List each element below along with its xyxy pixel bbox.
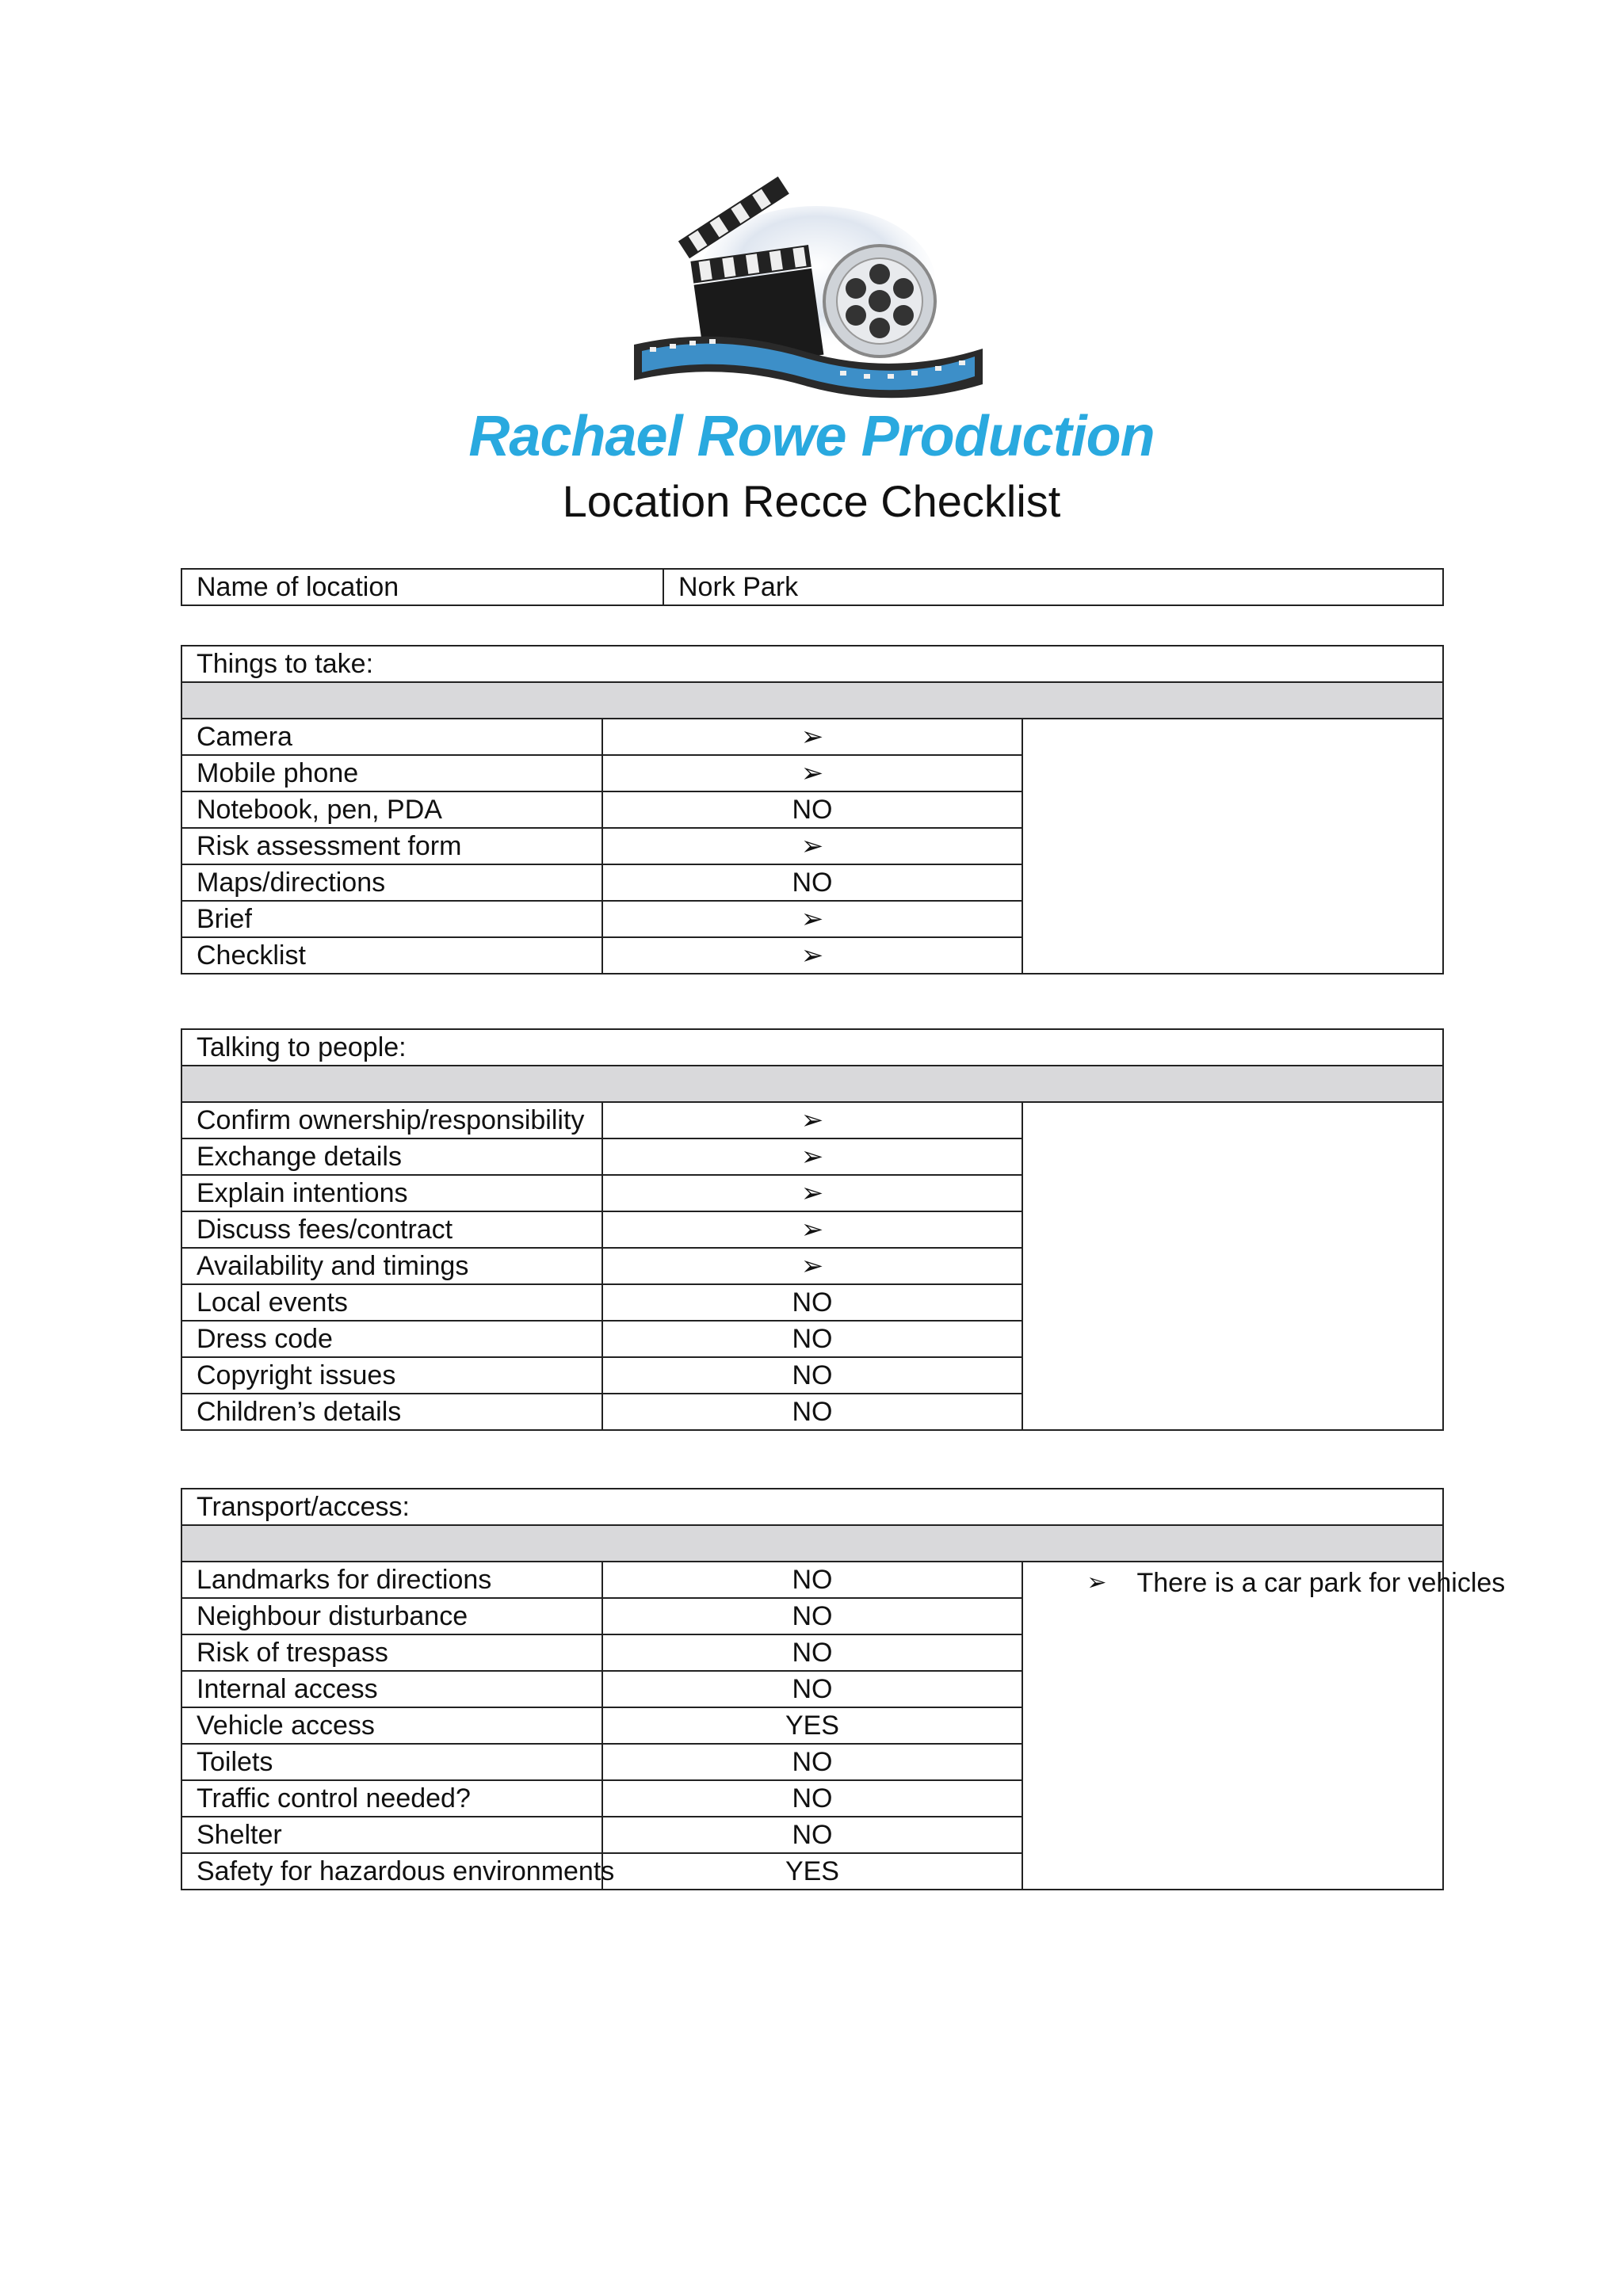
item-value: NO: [602, 1817, 1023, 1853]
arrow-bullet-icon: ➢: [1086, 1569, 1107, 1596]
item-label: Internal access: [181, 1671, 602, 1707]
item-value: ➢: [602, 719, 1023, 755]
item-value: ➢: [602, 755, 1023, 791]
item-value: NO: [602, 1634, 1023, 1671]
note-item: [1086, 1562, 1506, 1600]
item-label: Risk assessment form: [181, 828, 602, 864]
item-value: YES: [602, 1853, 1023, 1890]
table-row: [181, 719, 1443, 755]
item-label: Shelter: [181, 1817, 602, 1853]
item-value: NO: [602, 864, 1023, 901]
section-notes: [1022, 1562, 1506, 1890]
item-value: NO: [602, 1357, 1023, 1394]
section-talking-to-people: [181, 1028, 1444, 1431]
item-label: Traffic control needed?: [181, 1780, 602, 1817]
item-value: ➢: [602, 828, 1023, 864]
item-value: ➢: [602, 1175, 1023, 1211]
item-label: Discuss fees/contract: [181, 1211, 602, 1248]
logo: [0, 206, 1623, 475]
location-value: Nork Park: [663, 569, 1443, 605]
section-notes: [1022, 719, 1443, 974]
item-label: Notebook, pen, PDA: [181, 791, 602, 828]
item-label: Children’s details: [181, 1394, 602, 1430]
brand-name: Rachael Rowe Production: [468, 405, 1155, 468]
item-label: Toilets: [181, 1744, 602, 1780]
item-label: Dress code: [181, 1321, 602, 1357]
item-label: Vehicle access: [181, 1707, 602, 1744]
table-row: [181, 1102, 1443, 1138]
location-row: [181, 569, 1443, 605]
section-gray-band: [181, 682, 1443, 719]
item-value: NO: [602, 1744, 1023, 1780]
item-label: Availability and timings: [181, 1248, 602, 1284]
section-gray-band: [181, 1525, 1443, 1562]
item-value: ➢: [602, 901, 1023, 937]
item-label: Landmarks for directions: [181, 1562, 602, 1598]
section-heading: Transport/access:: [181, 1489, 1443, 1525]
table-row: [181, 1562, 1443, 1598]
item-label: Exchange details: [181, 1138, 602, 1175]
item-value: NO: [602, 1671, 1023, 1707]
item-label: Confirm ownership/responsibility: [181, 1102, 602, 1138]
film-clapper-reel-logo-icon: [634, 206, 983, 412]
item-label: Mobile phone: [181, 755, 602, 791]
item-value: NO: [602, 1284, 1023, 1321]
item-value: NO: [602, 1394, 1023, 1430]
item-value: ➢: [602, 937, 1023, 974]
item-value: NO: [602, 1321, 1023, 1357]
item-value: ➢: [602, 1138, 1023, 1175]
item-value: YES: [602, 1707, 1023, 1744]
item-value: NO: [602, 1780, 1023, 1817]
item-label: Safety for hazardous environments: [181, 1853, 602, 1890]
item-label: Checklist: [181, 937, 602, 974]
item-value: NO: [602, 1598, 1023, 1634]
note-text: There is a car park for vehicles: [1136, 1568, 1506, 1598]
item-value: NO: [602, 1562, 1023, 1598]
item-label: Copyright issues: [181, 1357, 602, 1394]
section-things-to-take: [181, 645, 1444, 974]
section-heading: Talking to people:: [181, 1029, 1443, 1066]
section-transport-access: [181, 1488, 1506, 1890]
section-heading: Things to take:: [181, 646, 1443, 682]
item-value: ➢: [602, 1211, 1023, 1248]
section-gray-band: [181, 1066, 1443, 1102]
section-notes: [1022, 1102, 1443, 1430]
page-title: Location Recce Checklist: [562, 476, 1061, 526]
item-label: Camera: [181, 719, 602, 755]
item-label: Explain intentions: [181, 1175, 602, 1211]
location-table: [181, 568, 1444, 606]
item-label: Neighbour disturbance: [181, 1598, 602, 1634]
item-value: ➢: [602, 1102, 1023, 1138]
item-label: Risk of trespass: [181, 1634, 602, 1671]
item-value: NO: [602, 791, 1023, 828]
item-label: Maps/directions: [181, 864, 602, 901]
item-value: ➢: [602, 1248, 1023, 1284]
item-label: Brief: [181, 901, 602, 937]
item-label: Local events: [181, 1284, 602, 1321]
location-label: Name of location: [181, 569, 663, 605]
